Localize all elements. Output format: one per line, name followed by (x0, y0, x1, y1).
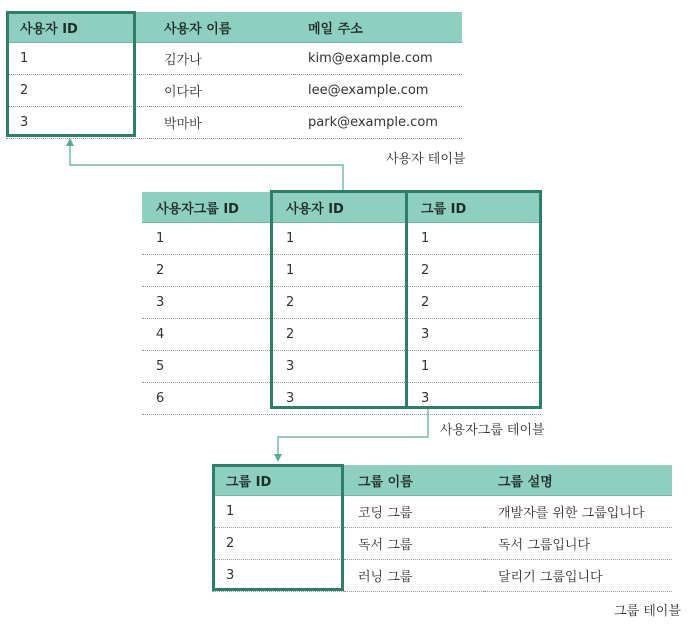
table-cell: lee@example.com (294, 75, 462, 107)
table-cell: 러닝 그룹 (344, 560, 484, 592)
table-cell: 3 (272, 383, 407, 415)
column-header: 메일 주소 (294, 12, 462, 43)
groups-table (212, 465, 672, 592)
table-cell: 김가나 (150, 43, 294, 75)
arrow-head-users (66, 138, 74, 146)
table-cell: 3 (212, 560, 344, 592)
table-row (6, 107, 462, 139)
table-cell: 2 (212, 528, 344, 560)
table-cell: 3 (6, 107, 150, 139)
table-row (142, 319, 541, 351)
table-cell: 박마바 (150, 107, 294, 139)
table-cell: 1 (272, 255, 407, 287)
table-row (212, 560, 672, 592)
table-cell: 개발자를 위한 그룹입니다 (484, 496, 672, 528)
table-cell: 6 (142, 383, 272, 415)
table-cell: 1 (272, 223, 407, 255)
column-header: 사용자그룹 ID (142, 192, 272, 223)
users-table (6, 12, 462, 139)
column-header: 그룹 이름 (344, 465, 484, 496)
table-cell: 3 (407, 383, 541, 415)
table-cell: 3 (142, 287, 272, 319)
arrow-head-groups (274, 454, 282, 462)
table-row (142, 255, 541, 287)
table-row (142, 351, 541, 383)
table-cell: 3 (272, 351, 407, 383)
table-cell: 달리기 그룹입니다 (484, 560, 672, 592)
table-cell: 독서 그룹입니다 (484, 528, 672, 560)
table-row (142, 223, 541, 255)
table-cell: 2 (272, 319, 407, 351)
table-cell: 4 (142, 319, 272, 351)
table-cell: 2 (142, 255, 272, 287)
table-row (6, 75, 462, 107)
table-row (212, 496, 672, 528)
column-header: 사용자 ID (272, 192, 407, 223)
table-row (6, 43, 462, 75)
table-cell: 코딩 그룹 (344, 496, 484, 528)
table-cell: 5 (142, 351, 272, 383)
table-row (142, 287, 541, 319)
user-group-table (142, 192, 541, 415)
arrow-user-group-to-users (70, 145, 343, 190)
table-row (212, 528, 672, 560)
table-cell: 1 (142, 223, 272, 255)
table-cell: 2 (407, 255, 541, 287)
table-cell: 1 (407, 351, 541, 383)
table-cell: 독서 그룹 (344, 528, 484, 560)
table-cell: 1 (6, 43, 150, 75)
arrow-user-group-to-groups (278, 408, 428, 455)
table-cell: 2 (6, 75, 150, 107)
column-header: 그룹 ID (407, 192, 541, 223)
table-cell: park@example.com (294, 107, 462, 139)
table-cell: 1 (407, 223, 541, 255)
table-row (142, 383, 541, 415)
column-header: 사용자 ID (6, 12, 150, 43)
table-cell: 3 (407, 319, 541, 351)
groups-table-caption: 그룹 테이블 (614, 604, 681, 619)
table-cell: 이다라 (150, 75, 294, 107)
table-header-row (212, 465, 672, 496)
column-header: 그룹 설명 (484, 465, 672, 496)
column-header: 사용자 이름 (150, 12, 294, 43)
table-cell: 2 (272, 287, 407, 319)
table-header-row (142, 192, 541, 223)
users-table-caption: 사용자 테이블 (386, 152, 466, 167)
user-group-table-caption: 사용자그룹 테이블 (440, 423, 545, 438)
table-cell: 1 (212, 496, 344, 528)
column-header: 그룹 ID (212, 465, 344, 496)
table-header-row (6, 12, 462, 43)
table-cell: 2 (407, 287, 541, 319)
table-cell: kim@example.com (294, 43, 462, 75)
